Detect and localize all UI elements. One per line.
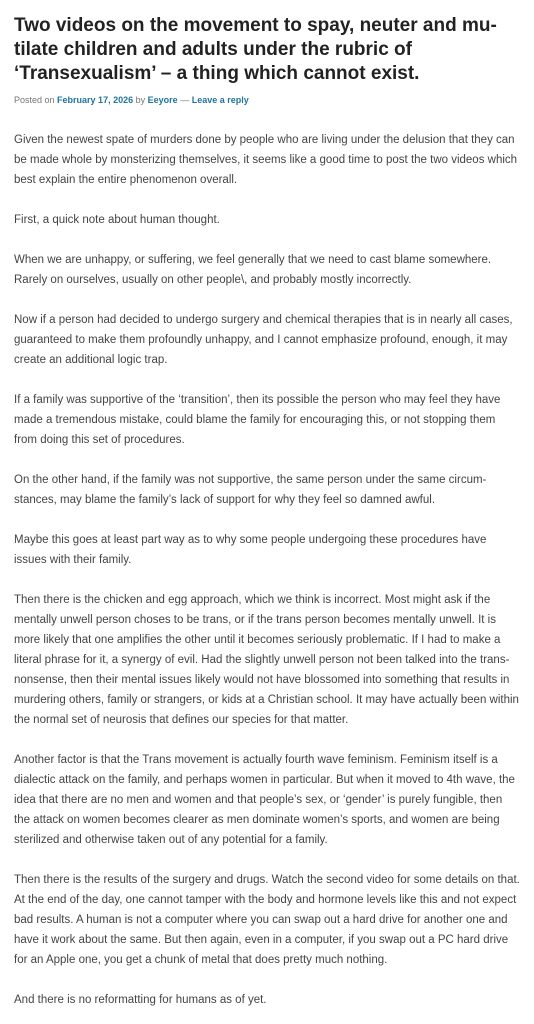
post-content	[14, 130, 520, 1010]
paragraph-6: On the other hand, if the family was not supportive, the same person under the same circumstances, may blame the family’s lack of support for why they feel so damned awful.	[14, 474, 487, 506]
paragraph-2: First, a quick note about human thought.	[14, 214, 220, 226]
paragraph-1: Given the newest spate of murders done by people who are living under the delusion that they can be made whole by monsterizing themselves, it seems like a good time to post the two videos which best explain the entire phenomenon overall.	[14, 134, 518, 186]
paragraph-9: Another factor is that the Trans movement is actually fourth wave feminism. Feminism itself is a dialectic attack on the family, and perhaps women in particular. But when it moved to 4th wave, the idea that there are no men and women and that people’s sex, or ‘gender’ is purely fungible, then the attack on women becomes clearer as men dominate women’s sports, and women are being sterilized and otherwise taken out of any potential for a family.	[14, 754, 515, 846]
by-label: by	[135, 95, 146, 105]
paragraph-8: Then there is the chicken and egg approach, which we think is incorrect. Most might ask if the mentally unwell person choses to be trans, or if the trans person becomes mentally unwell. It is more likely that one amplifies the other until it becomes seriously problematic. If I had to make a literal phrase for it, a synergy of evil. Had the slightly unwell person not been talked into the trans-nonsense, then their mental issues likely would not have blossomed into something that results in murdering others, family or strangers, or kids at a Christian school. It may have actually been within the normal set of neurosis that defines our species for that matter.	[14, 594, 519, 726]
meta-dash: —	[180, 95, 190, 105]
paragraph-10: Then there is the results of the surgery and drugs. Watch the second video for some details on that. At the end of the day, one cannot tamper with the body and hormone levels like this and not expect bad results. A human is not a computer where you can swap out a hard drive for another one and have it work about the same. But then again, even in a computer, if you swap out a PC hard drive for an Apple one, you get a chunk of metal that does pretty much nothing.	[14, 874, 520, 966]
author-link[interactable]: Eeyore	[147, 95, 178, 105]
paragraph-4: Now if a person had decided to undergo surgery and chemical therapies that is in nearly all cases, guaranteed to make them profoundly unhappy, and I cannot emphasize profound, enough, it may create an additional logic trap.	[14, 314, 513, 366]
paragraph-5: If a family was supportive of the ‘transition’, then its possible the person who may feel they have made a tremendous mistake, could blame the family for encouraging this, or not stopping them from doing this set of procedures.	[14, 394, 501, 446]
posted-on-label: Posted on	[14, 95, 55, 105]
post-meta	[14, 94, 520, 106]
post-title: Two videos on the movement to spay, neuter and mutilate children and adults under the rubric of ‘Transexualism’ – a thing which cannot exist.	[14, 15, 497, 84]
post-date-link[interactable]: February 17, 2026	[57, 95, 134, 105]
paragraph-3: When we are unhappy, or suffering, we feel generally that we need to cast blame somewhere. Rarely on ourselves, usually on other people\, and probably mostly incorrectly.	[14, 254, 492, 286]
leave-reply-link[interactable]: Leave a reply	[191, 95, 249, 105]
paragraph-11: And there is no reformatting for humans as of yet.	[14, 994, 267, 1006]
paragraph-7: Maybe this goes at least part way as to why some people undergoing these procedures have issues with their family.	[14, 534, 487, 566]
